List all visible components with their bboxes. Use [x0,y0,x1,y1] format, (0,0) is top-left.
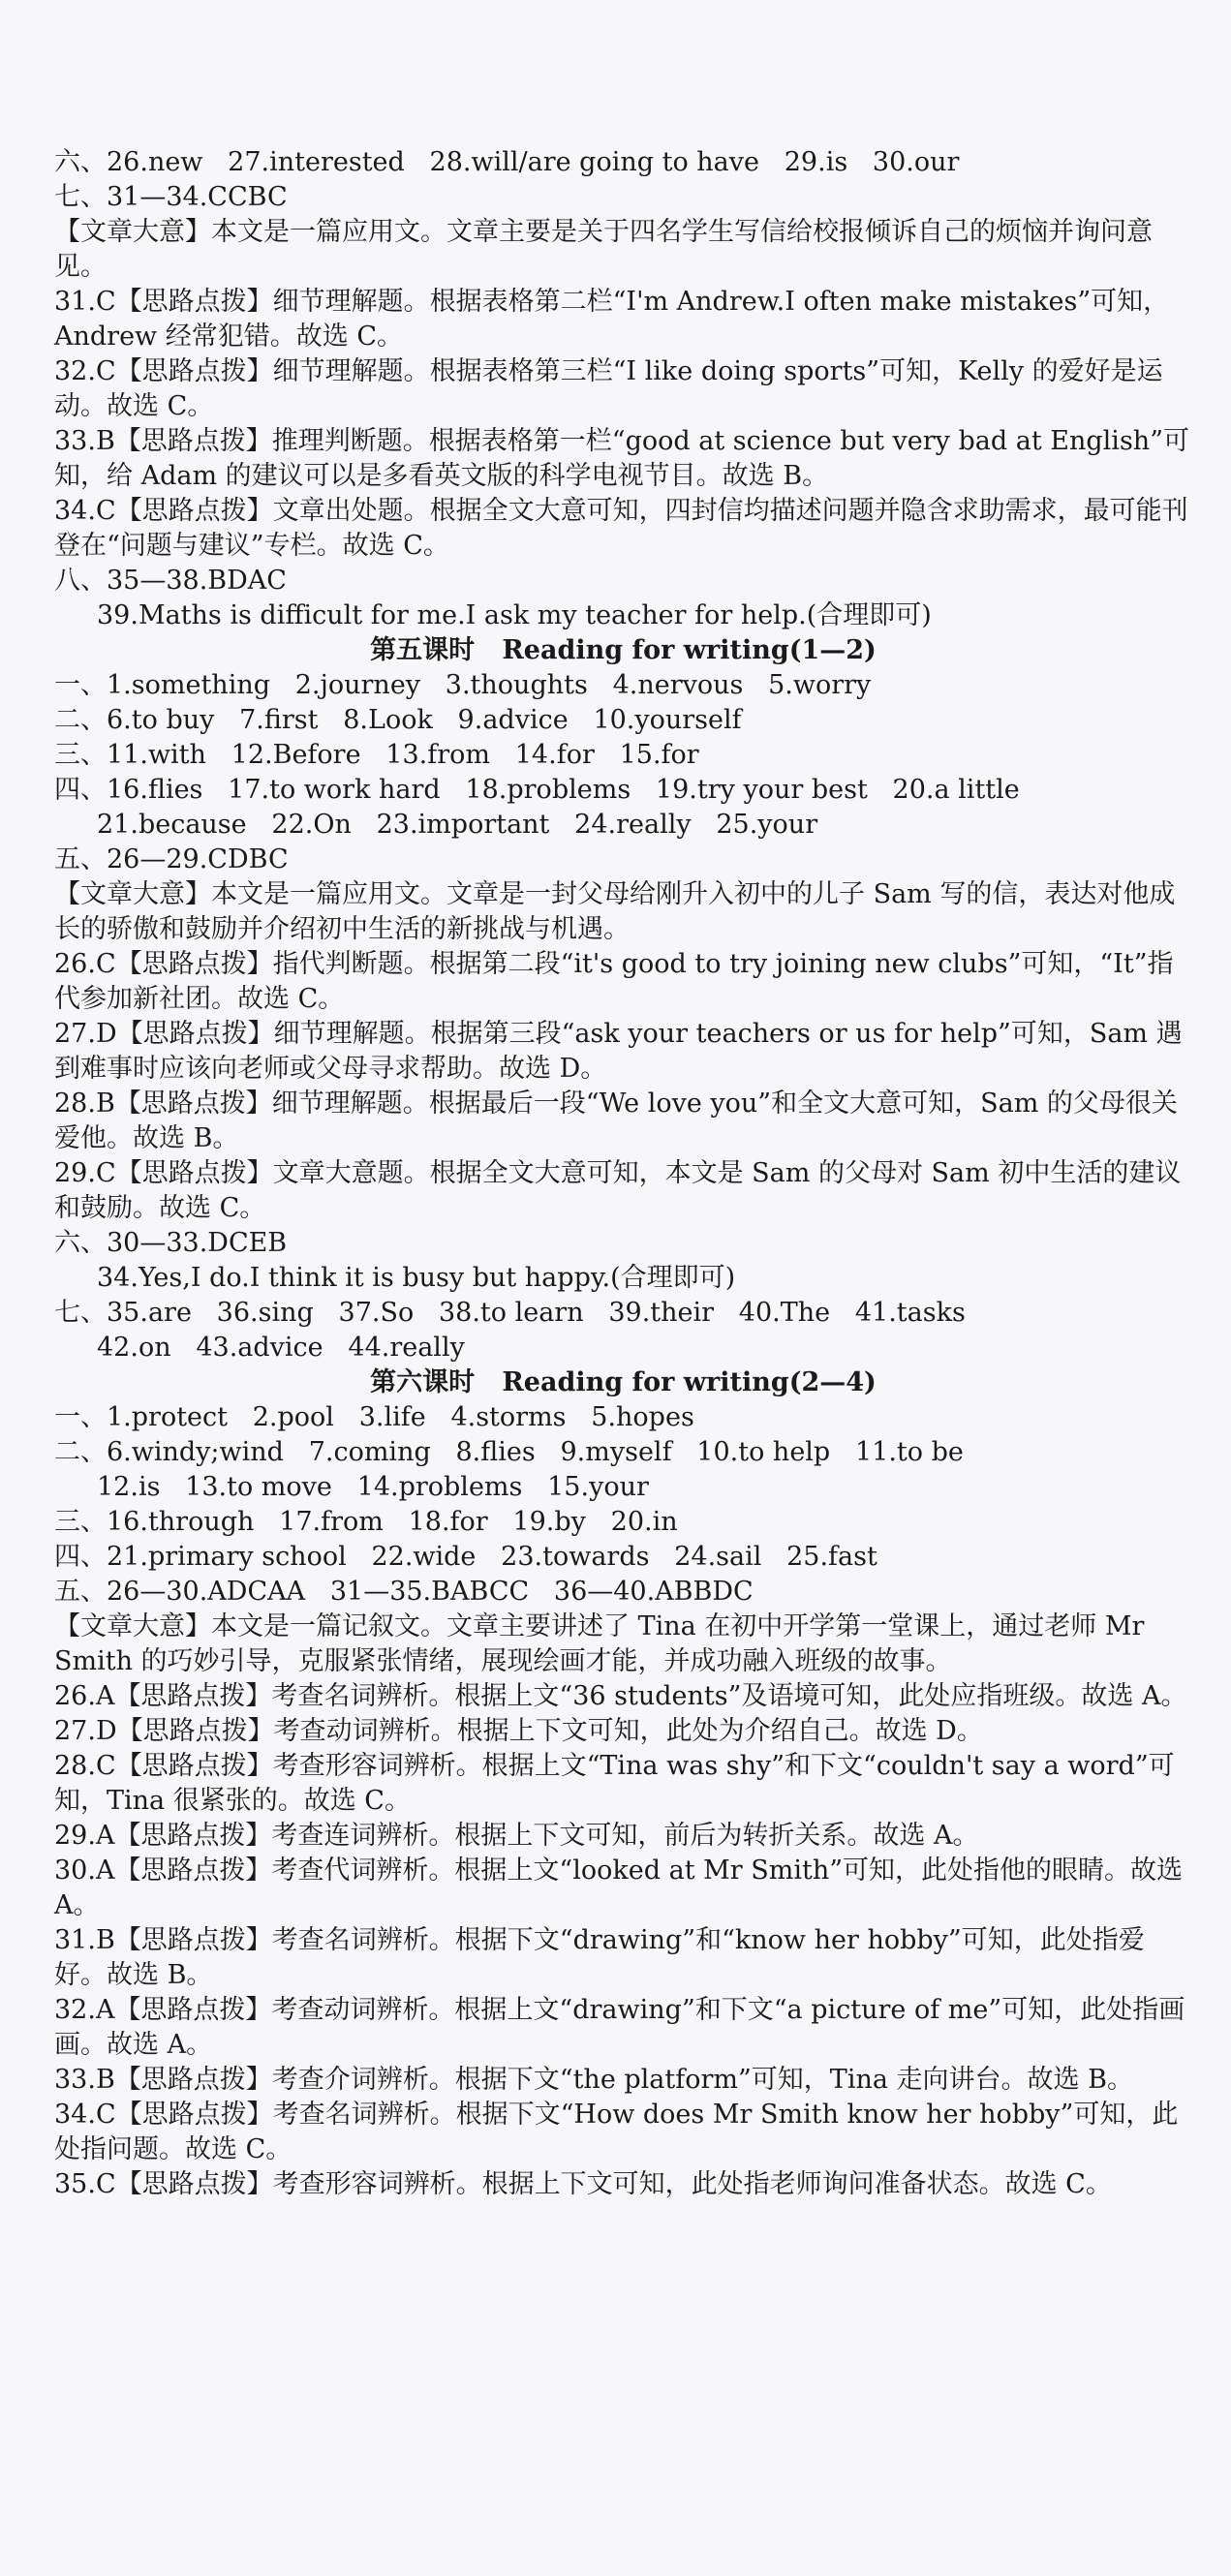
answer-line: 12.is 13.to move 14.problems 15.your [97,1472,649,1502]
answer-line: 42.on 43.advice 44.really [97,1333,465,1363]
answer-line: 27.D【思路点拨】考查动词辨析。根据上下文可知，此处为介绍自己。故选 D。 [54,1716,983,1746]
answer-line: 29.A【思路点拨】考查连词辨析。根据上下文可知，前后为转折关系。故选 A。 [54,1821,979,1851]
answer-line: 30.A【思路点拨】考查代词辨析。根据上文“looked at Mr Smith”可知，此处指他的眼睛。故选 A。 [54,1855,1191,1920]
answer-line: 四、16.flies 17.to work hard 18.problems 19.try your best 20.a little [54,775,1020,805]
answer-line: 26.C【思路点拨】指代判断题。根据第二段“it's good to try joining new clubs”可知，“It”指代参加新社团。故选 C。 [54,949,1174,1014]
answer-line: 一、1.protect 2.pool 3.life 4.storms 5.hopes [54,1402,694,1432]
answer-line: 31.B【思路点拨】考查名词辨析。根据下文“drawing”和“know her hobby”可知，此处指爱好。故选 B。 [54,1925,1145,1990]
answer-line: 34.C【思路点拨】考查名词辨析。根据下文“How does Mr Smith know her hobby”可知，此处指问题。故选 C。 [54,2100,1179,2164]
answer-line: 二、6.windy;wind 7.coming 8.flies 9.myself 10.to help 11.to be [54,1437,964,1467]
answer-line: 32.A【思路点拨】考查动词辨析。根据上文“drawing”和下文“a picture of me”可知，此处指画画。故选 A。 [54,1995,1185,2060]
answer-line: 五、26—29.CDBC [54,844,289,874]
answer-line: 27.D【思路点拨】细节理解题。根据第三段“ask your teachers or us for help”可知，Sam 遇到难事时应该向老师或父母寻求帮助。故选 D。 [54,1019,1183,1084]
answer-line: 35.C【思路点拨】考查形容词辨析。根据上下文可知，此处指老师询问准备状态。故选 C。 [54,2169,1112,2199]
answer-line: 四、21.primary school 22.wide 23.towards 24.sail 25.fast [54,1542,877,1572]
answer-line: 一、1.something 2.journey 3.thoughts 4.nervous 5.worry [54,670,872,700]
answer-line: 三、16.through 17.from 18.for 19.by 20.in [54,1507,678,1537]
answer-line: 29.C【思路点拨】文章大意题。根据全文大意可知，本文是 Sam 的父母对 Sam 初中生活的建议和鼓励。故选 C。 [54,1158,1182,1223]
answer-line: 八、35—38.BDAC [54,566,287,596]
answer-line: 39.Maths is difficult for me.I ask my teacher for help.(合理即可) [97,600,932,630]
section-heading: 第五课时 Reading for writing(1—2) [370,635,877,665]
answer-line: 三、11.with 12.Before 13.from 14.for 15.for [54,740,699,770]
answer-line: 32.C【思路点拨】细节理解题。根据表格第三栏“I like doing sports”可知，Kelly 的爱好是运动。故选 C。 [54,356,1163,421]
answer-line: 34.C【思路点拨】文章出处题。根据全文大意可知，四封信均描述问题并隐含求助需求，最可能刊登在“问题与建议”专栏。故选 C。 [54,496,1188,561]
answer-line: 七、35.are 36.sing 37.So 38.to learn 39.their 40.The 41.tasks [54,1298,966,1328]
answer-line: 34.Yes,I do.I think it is busy but happy.(合理即可) [97,1263,736,1293]
answer-line: 28.C【思路点拨】考查形容词辨析。根据上文“Tina was shy”和下文“couldn't say a word”可知，Tina 很紧张的。故选 C。 [54,1751,1175,1816]
section-heading: 第六课时 Reading for writing(2—4) [370,1367,877,1397]
answer-line: 二、6.to buy 7.first 8.Look 9.advice 10.yourself [54,705,742,735]
answer-line: 【文章大意】本文是一篇记叙文。文章主要讲述了 Tina 在初中开学第一堂课上，通过老师 Mr Smith 的巧妙引导，克服紧张情绪，展现绘画才能，并成功融入班级的故事。 [54,1611,1154,1676]
answer-line: 六、26.new 27.interested 28.will/are going to have 29.is 30.our [54,147,960,177]
answer-line: 21.because 22.On 23.important 24.really 25.your [97,810,818,840]
answer-line: 七、31—34.CCBC [54,182,288,212]
answer-line: 33.B【思路点拨】推理判断题。根据表格第一栏“good at science but very bad at English”可知，给 Adam 的建议可以是多看英文版的科学电视节目。故选 B。 [54,426,1189,491]
answer-line: 31.C【思路点拨】细节理解题。根据表格第二栏“I'm Andrew.I often make mistakes”可知，Andrew 经常犯错。故选 C。 [54,287,1170,352]
answer-line: 28.B【思路点拨】细节理解题。根据最后一段“We love you”和全文大意可知，Sam 的父母很关爱他。故选 B。 [54,1089,1178,1153]
answer-line: 33.B【思路点拨】考查介词辨析。根据下文“the platform”可知，Tina 走向讲台。故选 B。 [54,2065,1133,2095]
answer-line: 六、30—33.DCEB [54,1228,288,1258]
answer-line: 五、26—30.ADCAA 31—35.BABCC 36—40.ABBDC [54,1577,754,1607]
answer-line: 【文章大意】本文是一篇应用文。文章是一封父母给刚升入初中的儿子 Sam 写的信，表达对他成长的骄傲和鼓励并介绍初中生活的新挑战与机遇。 [54,879,1176,944]
answer-line: 【文章大意】本文是一篇应用文。文章主要是关于四名学生写信给校报倾诉自己的烦恼并询问意见。 [54,217,1153,282]
answer-line: 26.A【思路点拨】考查名词辨析。根据上文“36 students”及语境可知，此处应指班级。故选 A。 [54,1681,1187,1711]
